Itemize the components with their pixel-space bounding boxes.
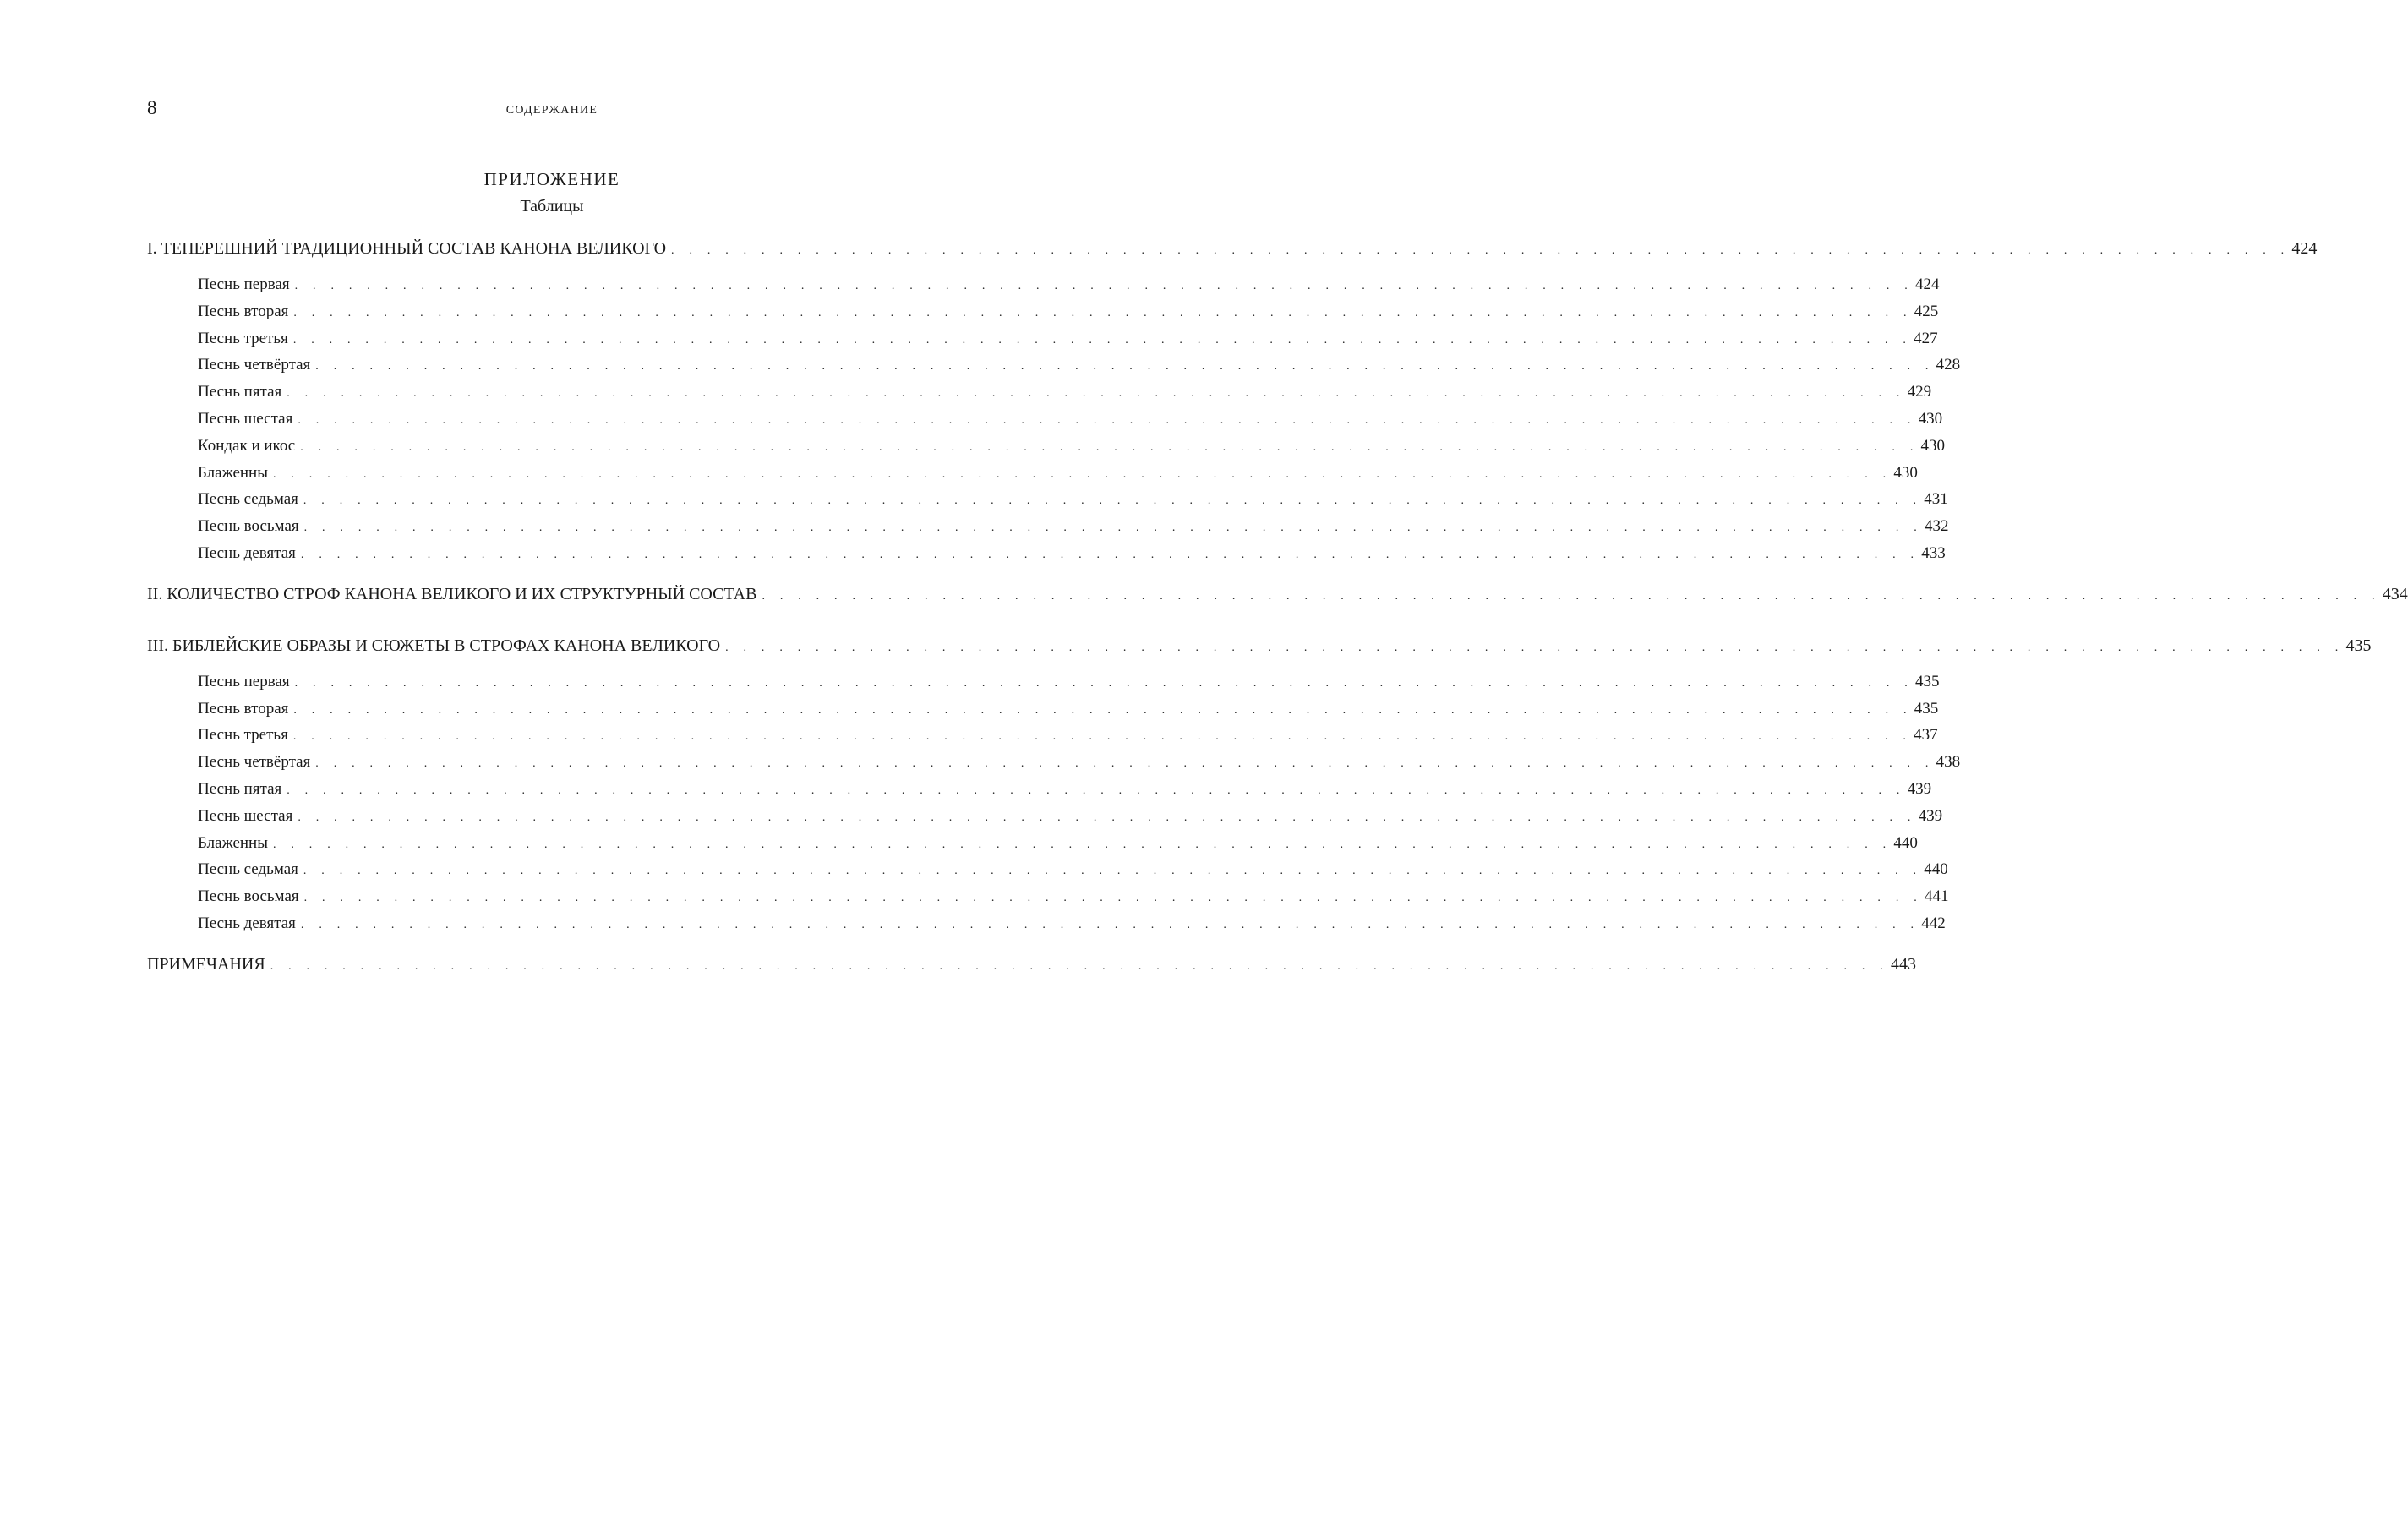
toc-subentry-label: Блаженны	[198, 833, 268, 852]
toc-leader-dots: . . . . . . . . . . . . . . . . . . . . . . . . . . . . . . . . . . . . . . . . . . . . . . . . . . . . . . . . . . . . . . . . . . . . . . . . . . . . . . . . . . . . . . . . . .	[287, 387, 1906, 401]
toc-subentry[interactable]	[147, 722, 1938, 749]
toc-subentry-label: Песнь пятая	[198, 383, 282, 401]
toc-subentry-label: Песнь четвёртая	[198, 356, 311, 374]
toc-entry-page: 443	[1891, 954, 1916, 974]
toc-subentry-label: Песнь четвёртая	[198, 753, 311, 772]
toc-entry-title: ПРИМЕЧАНИЯ	[147, 954, 265, 974]
toc-subentry[interactable]	[147, 540, 1946, 567]
table-of-contents	[147, 235, 2408, 978]
toc-leader-dots: . . . . . . . . . . . . . . . . . . . . . . . . . . . . . . . . . . . . . . . . . . . . . . . . . . . . . . . . . . . . . . . . . . . . . . . . . . . . . . . . . . . . . . . . . .	[303, 521, 1923, 535]
toc-subentry-page: 431	[1924, 490, 1948, 509]
toc-leader-dots: . . . . . . . . . . . . . . . . . . . . . . . . . . . . . . . . . . . . . . . . . . . . . . . . . . . . . . . . . . . . . . . . . . . . . . . . . . . . . . . . . . . . . . . . . .	[300, 440, 1919, 454]
toc-subentry-page: 438	[1936, 753, 1961, 772]
toc-entry-part-2[interactable]	[147, 581, 2408, 608]
toc-subentry-page: 430	[1918, 409, 1943, 428]
toc-entry-title: I. ТЕПЕРЕШНИЙ ТРАДИЦИОННЫЙ СОСТАВ КАНОНА ВЕЛИКОГО	[147, 239, 667, 258]
toc-leader-dots: . . . . . . . . . . . . . . . . . . . . . . . . . . . . . . . . . . . . . . . . . . . . . . . . . . . . . . . . . . . . . . . . . . . . . . . . . . . . . . . . . . . . . . . . . .	[300, 918, 1920, 931]
toc-subentry[interactable]	[147, 325, 1938, 352]
toc-subentry[interactable]	[147, 271, 1940, 298]
toc-subentry-label: Песнь вторая	[198, 302, 289, 320]
toc-leader-dots: . . . . . . . . . . . . . . . . . . . . . . . . . . . . . . . . . . . . . . . . . . . . . . . . . . . . . . . . . . . . . . . . . . . . . . . . . . . . . . . . . . . . . . . . . .	[315, 757, 1935, 771]
toc-subentry-page: 435	[1914, 699, 1939, 718]
toc-leader-dots: . . . . . . . . . . . . . . . . . . . . . . . . . . . . . . . . . . . . . . . . . . . . . . . . . . . . . . . . . . . . . . . . . . . . . . . . . . . . . . . . . . . . . . . . . .	[273, 467, 1892, 481]
toc-subentry[interactable]	[147, 513, 1949, 540]
toc-leader-dots: . . . . . . . . . . . . . . . . . . . . . . . . . . . . . . . . . . . . . . . . . . . . . . . . . . . . . . . . . . . . . . . . . . . . . . . . . . . . . . . . . . . . . . . . . .	[298, 810, 1917, 824]
toc-subentry[interactable]	[147, 803, 1943, 830]
toc-subentry-label: Песнь первая	[198, 276, 290, 293]
toc-leader-dots: . . . . . . . . . . . . . . . . . . . . . . . . . . . . . . . . . . . . . . . . . . . . . . . . . . . . . . . . . . . . . . . . . . . . . . . . . . . . . . . . . . . . . . . . . .	[292, 333, 1913, 347]
toc-subentry-label: Песнь третья	[198, 329, 288, 347]
toc-subentry-page: 442	[1921, 914, 1946, 932]
toc-subentry-page: 433	[1921, 543, 1946, 562]
toc-subentry-page: 430	[1920, 436, 1946, 455]
toc-subentry-page: 437	[1914, 726, 1938, 745]
toc-subentry[interactable]	[147, 668, 1940, 696]
toc-subentry-label: Кондак и икос	[198, 436, 296, 455]
toc-subentry[interactable]	[147, 486, 1948, 513]
toc-leader-dots: . . . . . . . . . . . . . . . . . . . . . . . . . . . . . . . . . . . . . . . . . . . . . . . . . . . . . . . . . . . . . . . . . . . . . . . . . . . . . . . . . . . . . . . . . .	[293, 703, 1913, 717]
toc-subentry[interactable]	[147, 776, 1932, 803]
toc-leader-dots: . . . . . . . . . . . . . . . . . . . . . . . . . . . . . . . . . . . . . . . . . . . . . . . . . . . . . . . . . . . . . . . . . . . . . . . . . . . . . . . . . . . . . . . . . .	[293, 306, 1913, 319]
toc-subentry-label: Песнь восьмая	[198, 887, 299, 906]
toc-subentry-page: 440	[1924, 860, 1948, 879]
toc-subentry-page: 435	[1914, 672, 1940, 690]
section-subtitle: Таблицы	[520, 197, 584, 216]
toc-subentry-label: Песнь шестая	[198, 409, 293, 428]
toc-entry-page: 435	[2345, 636, 2372, 655]
running-head: СОДЕРЖАНИЕ	[505, 104, 598, 117]
toc-leader-dots: . . . . . . . . . . . . . . . . . . . . . . . . . . . . . . . . . . . . . . . . . . . . . . . . . . . . . . . . . . . . . . . . . . . . . . . . . . . . . . . . . . . . . . . . . .	[294, 280, 1914, 292]
toc-subentry-label: Песнь девятая	[198, 914, 296, 932]
toc-subentry[interactable]	[147, 352, 1961, 379]
toc-leader-dots: . . . . . . . . . . . . . . . . . . . . . . . . . . . . . . . . . . . . . . . . . . . . . . . . . . . . . . . . . . . . . . . . . . . . . . . . . . . . . . . . . . . . . . . . . .	[300, 548, 1920, 561]
toc-leader-dots: . . . . . . . . . . . . . . . . . . . . . . . . . . . . . . . . . . . . . . . . . . . . . . . . . . . . . . . . . . . . . . . . . . . . . . . . . . . . . . . . . . . . . . . . . .	[287, 783, 1906, 797]
toc-subentry[interactable]	[147, 830, 1918, 857]
toc-subentry-label: Песнь девятая	[198, 543, 296, 562]
toc-leader-dots: . . . . . . . . . . . . . . . . . . . . . . . . . . . . . . . . . . . . . . . . . . . . . . . . . . . . . . . . . . . . . . . . . . . . . . . . . . . . . . . . . . . . . . . . . .	[294, 676, 1914, 690]
toc-subentry-label: Песнь первая	[198, 672, 290, 690]
toc-subentry[interactable]	[147, 696, 1939, 723]
toc-subentry-label: Песнь седьмая	[198, 490, 298, 509]
toc-leader-dots: . . . . . . . . . . . . . . . . . . . . . . . . . . . . . . . . . . . . . . . . . . . . . . . . . . . . . . . . . . . . . . . . . . . . . . . . . . . . . . . . . . . . . . . . . .	[292, 730, 1913, 744]
toc-leader-dots: . . . . . . . . . . . . . . . . . . . . . . . . . . . . . . . . . . . . . . . . . . . . . . . . . . . . . . . . . . . . . . . . . . . . . . . . . . . . . . . . . . . . . . . . . .	[303, 865, 1923, 878]
toc-leader-dots: . . . . . . . . . . . . . . . . . . . . . . . . . . . . . . . . . . . . . . . . . . . . . . . . . . . . . . . . . . . . . . . . . . . . . . . . . . . . . . . . . . . . . . . . . .	[725, 641, 2345, 654]
toc-subentry-page: 427	[1914, 329, 1938, 347]
toc-subentry[interactable]	[147, 749, 1961, 776]
toc-subentry-page: 439	[1907, 779, 1932, 798]
toc-subentry-page: 428	[1936, 356, 1961, 374]
toc-leader-dots: . . . . . . . . . . . . . . . . . . . . . . . . . . . . . . . . . . . . . . . . . . . . . . . . . . . . . . . . . . . . . . . . . . . . . . . . . . . . . . . . . . . . . . . . . .	[298, 413, 1917, 427]
toc-subentry-label: Блаженны	[198, 463, 268, 482]
toc-leader-dots: . . . . . . . . . . . . . . . . . . . . . . . . . . . . . . . . . . . . . . . . . . . . . . . . . . . . . . . . . . . . . . . . . . . . . . . . . . . . . . . . . . . . . . . . . .	[315, 360, 1935, 374]
toc-subentry-label: Песнь восьмая	[198, 517, 299, 536]
toc-leader-dots: . . . . . . . . . . . . . . . . . . . . . . . . . . . . . . . . . . . . . . . . . . . . . . . . . . . . . . . . . . . . . . . . . . . . . . . . . . . . . . . . . . . . . . . . . .	[762, 589, 2381, 603]
toc-subentry-page: 441	[1924, 887, 1949, 906]
toc-entry-part-3[interactable]	[147, 632, 2372, 659]
toc-subentry[interactable]	[147, 406, 1943, 433]
toc-subentry[interactable]	[147, 883, 1949, 910]
toc-leader-dots: . . . . . . . . . . . . . . . . . . . . . . . . . . . . . . . . . . . . . . . . . . . . . . . . . . . . . . . . . . . . . . . . . . . . . . . . . . . . . . . . . . . . . . . . . .	[671, 244, 2291, 257]
toc-entry-title: II. КОЛИЧЕСТВО СТРОФ КАНОНА ВЕЛИКОГО И ИХ СТРУКТУРНЫЙ СОСТАВ	[147, 584, 757, 603]
toc-subentry[interactable]	[147, 856, 1948, 883]
toc-subentry-label: Песнь пятая	[198, 779, 282, 798]
toc-subentry-label: Песнь вторая	[198, 699, 289, 718]
page-number: 8	[147, 97, 157, 118]
toc-entry-page: 434	[2382, 584, 2408, 603]
toc-subentry-page: 430	[1893, 463, 1918, 482]
toc-entry-title: III. БИБЛЕЙСКИЕ ОБРАЗЫ И СЮЖЕТЫ В СТРОФАХ КАНОНА ВЕЛИКОГО	[147, 636, 721, 655]
toc-entry-page: 424	[2291, 239, 2318, 258]
toc-subentry[interactable]	[147, 910, 1946, 937]
toc-subentry-page: 439	[1918, 806, 1943, 825]
toc-subentry[interactable]	[147, 379, 1932, 406]
toc-subentry-label: Песнь седьмая	[198, 860, 298, 879]
toc-subentry-page: 429	[1907, 383, 1932, 401]
toc-subentry[interactable]	[147, 298, 1939, 325]
toc-subentry-page: 440	[1893, 833, 1918, 852]
toc-subentry[interactable]	[147, 433, 1946, 460]
toc-subentry-page: 425	[1914, 302, 1939, 320]
toc-leader-dots: . . . . . . . . . . . . . . . . . . . . . . . . . . . . . . . . . . . . . . . . . . . . . . . . . . . . . . . . . . . . . . . . . . . . . . . . . . . . . . . . . . . . . . . . . .	[270, 959, 1889, 973]
section-title: ПРИЛОЖЕНИЕ	[483, 169, 620, 189]
toc-subentry[interactable]	[147, 460, 1918, 487]
toc-subentry-label: Песнь третья	[198, 726, 288, 745]
toc-subentry-page: 424	[1914, 276, 1940, 293]
toc-subentry-label: Песнь шестая	[198, 806, 293, 825]
toc-entry-part-1[interactable]	[147, 235, 2318, 262]
toc-leader-dots: . . . . . . . . . . . . . . . . . . . . . . . . . . . . . . . . . . . . . . . . . . . . . . . . . . . . . . . . . . . . . . . . . . . . . . . . . . . . . . . . . . . . . . . . . .	[303, 494, 1923, 508]
toc-leader-dots: . . . . . . . . . . . . . . . . . . . . . . . . . . . . . . . . . . . . . . . . . . . . . . . . . . . . . . . . . . . . . . . . . . . . . . . . . . . . . . . . . . . . . . . . . .	[303, 892, 1923, 905]
toc-leader-dots: . . . . . . . . . . . . . . . . . . . . . . . . . . . . . . . . . . . . . . . . . . . . . . . . . . . . . . . . . . . . . . . . . . . . . . . . . . . . . . . . . . . . . . . . . .	[273, 838, 1892, 851]
toc-subentry-page: 432	[1924, 517, 1949, 536]
toc-entry-notes[interactable]	[147, 951, 1916, 978]
